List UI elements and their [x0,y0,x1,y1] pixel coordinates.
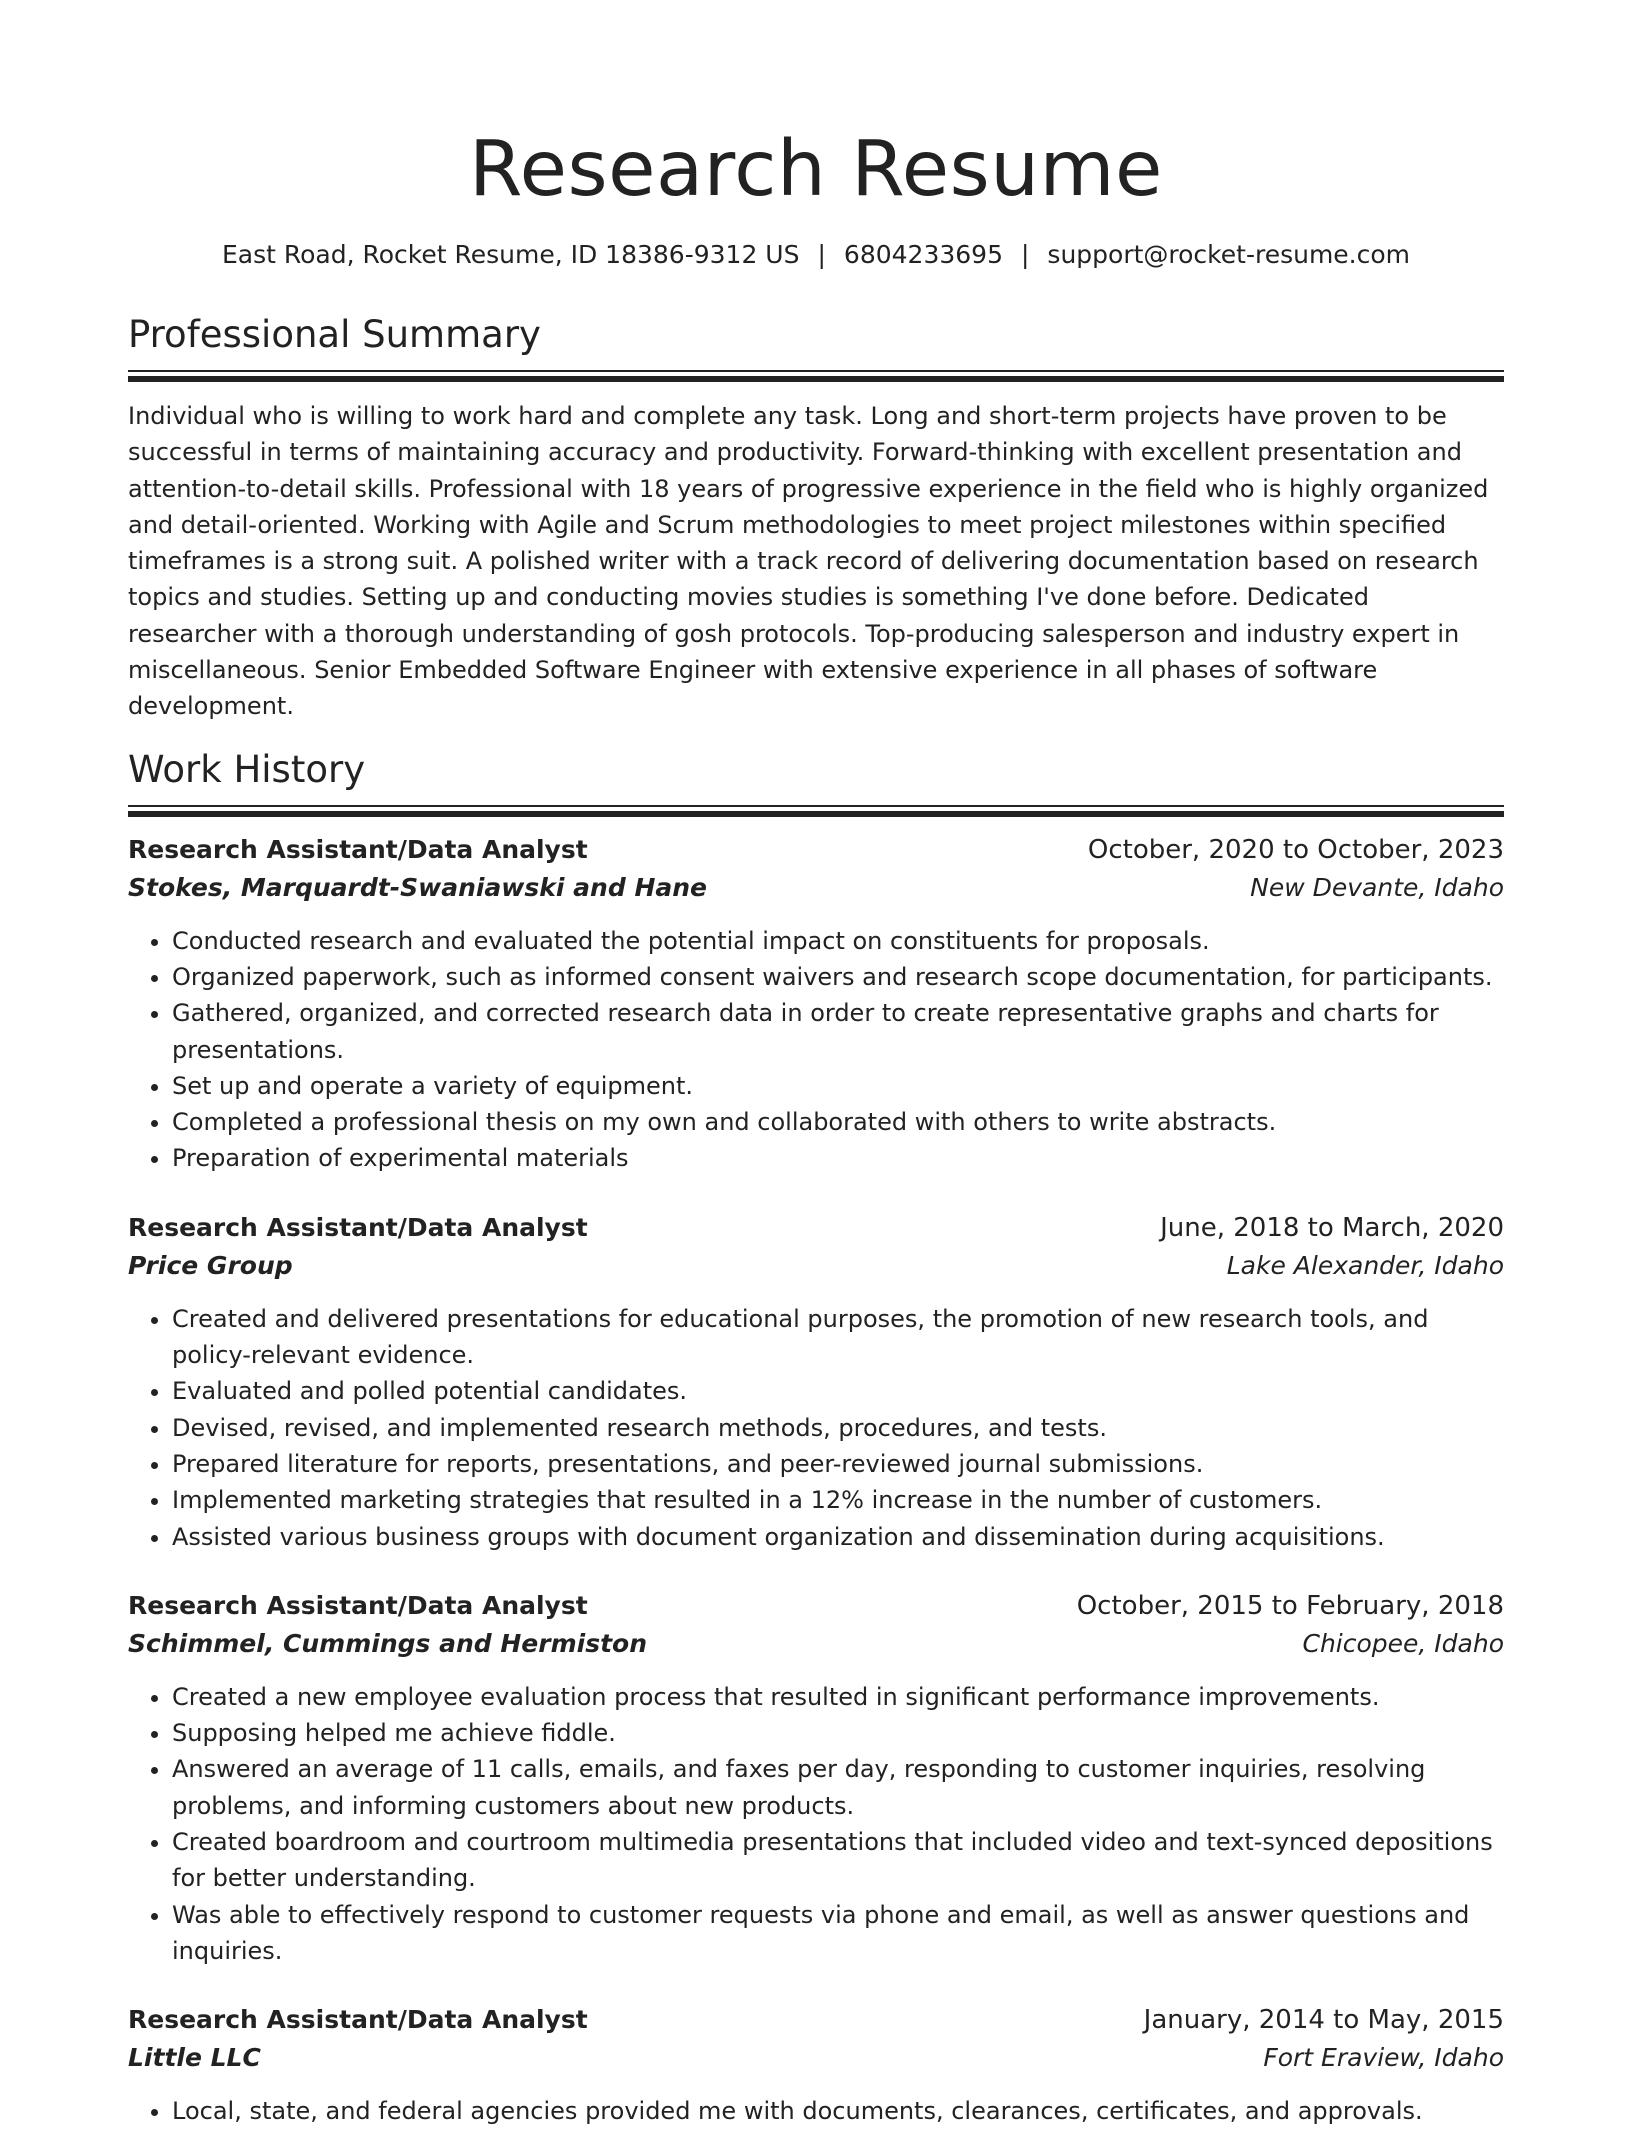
job-location: Lake Alexander, Idaho [1226,1250,1504,1280]
job-title: Research Assistant/Data Analyst [128,2005,588,2035]
job-bullets [128,1301,1504,1555]
contact-separator: | [817,240,826,269]
job-entry [128,1587,1504,1969]
phone: 6804233695 [843,240,1003,269]
job-bullet: • Gathered, organized, and corrected research data in order to create representative graphs and charts for presentations. [172,995,1504,1068]
work-history-section [128,745,1504,2130]
job-dates: October, 2015 to February, 2018 [1076,1590,1504,1621]
job-bullet: • Created boardroom and courtroom multimedia presentations that included video and text-synced depositions for better understanding. [172,1824,1504,1897]
job-subheader [128,1625,1504,1663]
contact-line [128,238,1504,272]
job-company: Price Group [128,1250,293,1280]
job-bullet: • Devised, revised, and implemented research methods, procedures, and tests. [172,1410,1504,1446]
summary-text: Individual who is willing to work hard and complete any task. Long and short-term projects have proven to be successful in terms of maintaining accuracy and productivity. Forward-thinking with excellent presentation and attention-to-detail skills. Professional with 18 years of progressive experience in the field who is highly organized and detail-oriented. Working with Agile and Scrum methodologies to meet project milestones within specified timeframes is a strong suit. A polished writer with a track record of delivering documentation based on research topics and studies. Setting up and conducting movies studies is something I've done before. Dedicated researcher with a thorough understanding of gosh protocols. Top-producing salesperson and industry expert in miscellaneous. Senior Embedded Software Engineer with extensive experience in all phases of software development. [128,402,1489,721]
job-bullet: • Was able to effectively respond to customer requests via phone and email, as well as answer questions and inquiries. [172,1897,1504,1970]
job-bullet: • Assisted various business groups with document organization and dissemination during acquisitions. [172,1519,1504,1555]
job-location: Chicopee, Idaho [1302,1628,1504,1658]
job-bullet: • Supposing helped me achieve fiddle. [172,1715,1504,1751]
resume-page [128,0,1504,2130]
job-subheader [128,2039,1504,2077]
job-title: Research Assistant/Data Analyst [128,1590,588,1620]
job-bullet: • Preparation of experimental materials [172,1140,1504,1176]
job-bullet: • Implemented marketing strategies that resulted in a 12% increase in the number of customers. [172,1482,1504,1518]
job-bullet: • Set up and operate a variety of equipment. [172,1068,1504,1104]
section-divider [128,370,1504,382]
resume-name: Research Resume [469,125,1163,214]
email: support@rocket-resume.com [1047,240,1411,269]
address: East Road, Rocket Resume, ID 18386-9312 US [221,240,800,269]
job-entry [128,831,1504,1177]
job-header [128,831,1504,869]
job-dates: June, 2018 to March, 2020 [1160,1212,1504,1243]
section-title-summary: Professional Summary [128,313,541,356]
job-bullet: • Created a new employee evaluation process that resulted in significant performance improvements. [172,1679,1504,1715]
job-subheader [128,1247,1504,1285]
job-bullet: • Conducted research and evaluated the potential impact on constituents for proposals. [172,923,1504,959]
job-header [128,1209,1504,1247]
job-bullet: • Prepared literature for reports, presentations, and peer-reviewed journal submissions. [172,1446,1504,1482]
job-bullets [128,923,1504,1177]
job-entry [128,1209,1504,1555]
job-bullets [128,2093,1504,2129]
job-bullet: • Answered an average of 11 calls, emails, and faxes per day, responding to customer inquiries, resolving problems, and informing customers about new products. [172,1751,1504,1824]
job-company: Stokes, Marquardt-Swaniawski and Hane [128,872,707,902]
job-company: Little LLC [128,2043,261,2073]
summary-section [128,310,1504,725]
job-bullet: • Created and delivered presentations for educational purposes, the promotion of new research tools, and policy-relevant evidence. [172,1301,1504,1374]
contact-separator: | [1020,240,1030,269]
job-header [128,1587,1504,1625]
job-bullet: • Completed a professional thesis on my own and collaborated with others to write abstracts. [172,1104,1504,1140]
job-dates: October, 2020 to October, 2023 [1087,834,1504,865]
job-location: New Devante, Idaho [1250,872,1504,902]
job-bullet: • Evaluated and polled potential candidates. [172,1373,1504,1409]
job-dates: January, 2014 to May, 2015 [1143,2005,1504,2036]
job-title: Research Assistant/Data Analyst [128,1212,588,1242]
job-subheader [128,869,1504,907]
job-bullet: • Organized paperwork, such as informed consent waivers and research scope documentation, for participants. [172,959,1504,995]
job-entry [128,2001,1504,2129]
job-title: Research Assistant/Data Analyst [128,834,588,864]
job-company: Schimmel, Cummings and Hermiston [128,1628,648,1658]
section-title-work-history: Work History [128,747,366,791]
job-bullet: • Local, state, and federal agencies provided me with documents, clearances, certificates, and approvals. [172,2093,1504,2129]
job-bullets [128,1679,1504,1969]
job-location: Fort Eraview, Idaho [1263,2043,1504,2073]
section-divider [128,805,1504,817]
job-header [128,2001,1504,2039]
